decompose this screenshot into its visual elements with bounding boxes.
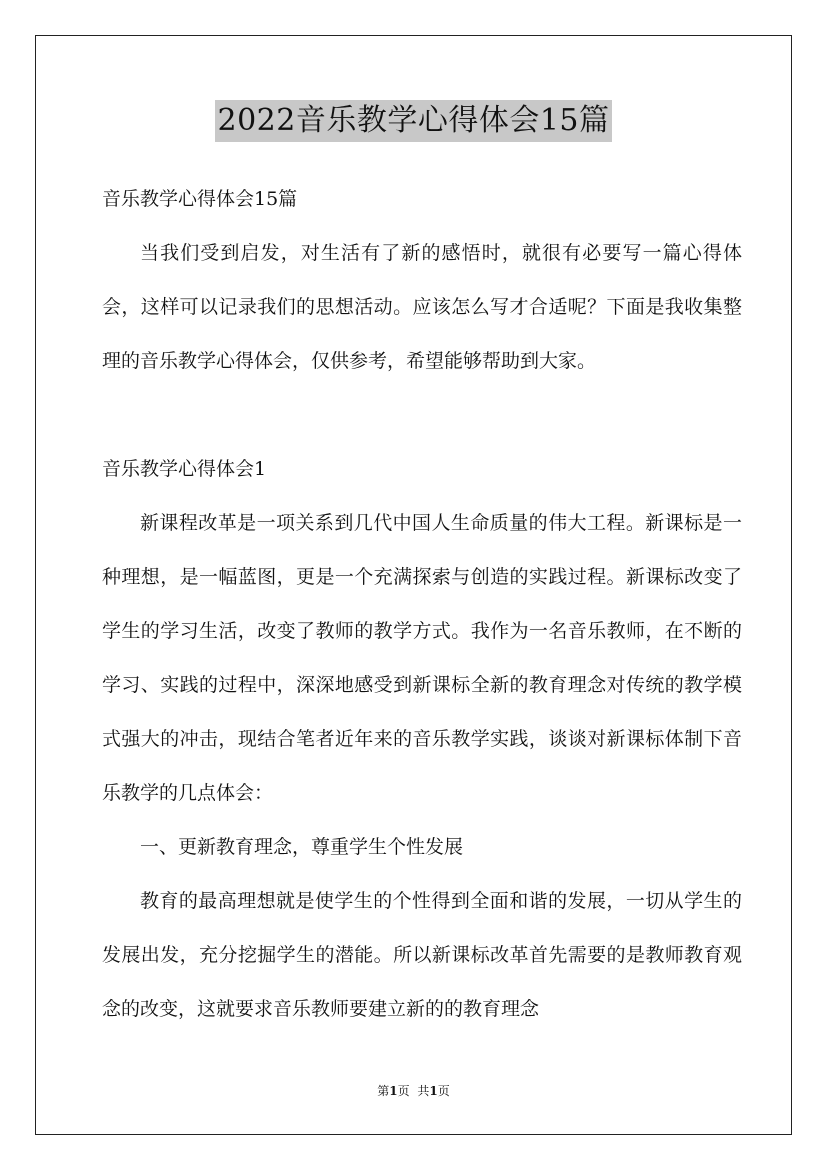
total-pages: 1: [429, 1084, 438, 1098]
body-paragraph: 教育的最高理想就是使学生的个性得到全面和谐的发展，一切从学生的发展出发，充分挖掘学生的潜能。所以新课标改革首先需要的是教师教育观念的改变，这就要求音乐教师要建立新的的教育理念: [102, 890, 742, 1020]
point-heading: 一、更新教育理念，尊重学生个性发展: [140, 836, 464, 858]
document-subtitle: 音乐教学心得体会15篇: [102, 188, 298, 210]
document-body: [102, 172, 742, 1036]
title-container: [0, 100, 827, 142]
page-prefix: 第: [377, 1084, 390, 1098]
paragraph-gap: [102, 388, 742, 442]
total-suffix: 页: [437, 1084, 450, 1098]
intro-paragraph: 当我们受到启发，对生活有了新的感悟时，就很有必要写一篇心得体会，这样可以记录我们的思想活动。应该怎么写才合适呢？下面是我收集整理的音乐教学心得体会，仅供参考，希望能够帮助到大家。: [102, 242, 742, 372]
page-number: 1: [389, 1084, 398, 1098]
body-paragraph: 新课程改革是一项关系到几代中国人生命质量的伟大工程。新课标是一种理想，是一幅蓝图，更是一个充满探索与创造的实践过程。新课标改变了学生的学习生活，改变了教师的教学方式。我作为一名音乐教师，在不断的学习、实践的过程中，深深地感受到新课标全新的教育理念对传统的教学模式强大的冲击，现结合笔者近年来的音乐教学实践，谈谈对新课标体制下音乐教学的几点体会：: [102, 512, 742, 804]
page-footer: [0, 1082, 827, 1099]
total-prefix: 共: [417, 1084, 430, 1098]
section-heading: 音乐教学心得体会1: [102, 458, 267, 480]
page-suffix: 页: [397, 1084, 410, 1098]
document-title: 2022音乐教学心得体会15篇: [215, 100, 611, 142]
